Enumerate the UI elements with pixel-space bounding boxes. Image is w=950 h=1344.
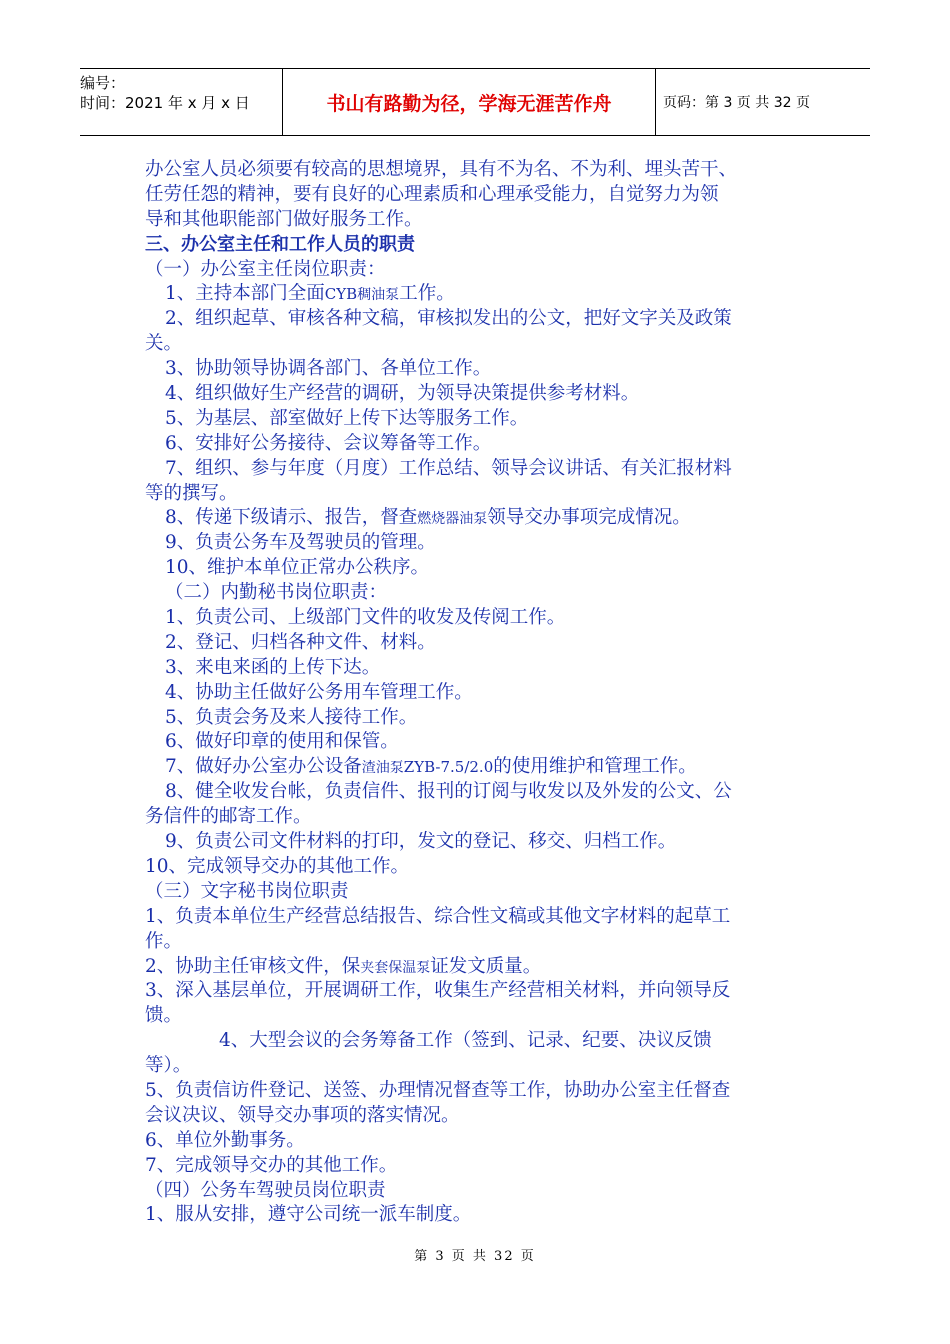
text-run: 6、做好印章的使用和保管。	[165, 731, 399, 753]
text-line	[145, 258, 810, 283]
text-run: 渣油泵	[361, 760, 404, 777]
text-line	[145, 382, 810, 407]
text-line	[145, 681, 810, 706]
text-run: 夹套保温泵	[360, 959, 431, 976]
date-label: 时间：2021 年 x 月 x 日	[80, 94, 250, 112]
text-run: 1、负责公司、上级部门文件的收发及传阅工作。	[165, 607, 566, 629]
text-line	[145, 880, 810, 905]
text-run: 的使用维护和管理工作。	[493, 756, 697, 778]
text-run: 5、负责信访件登记、送签、办理情况督查等工作，协助办公室主任督查	[145, 1079, 731, 1101]
text-run: （四）公务车驾驶员岗位职责	[145, 1179, 386, 1201]
text-run: 3、深入基层单位，开展调研工作，收集生产经营相关材料，并向领导反	[145, 980, 731, 1002]
text-line	[145, 1154, 810, 1179]
text-line	[145, 556, 810, 581]
text-line	[145, 1129, 810, 1154]
text-run: 8、传递下级请示、报告，督查	[165, 507, 418, 529]
text-line	[145, 1004, 810, 1029]
text-run: 10、完成领导交办的其他工作。	[145, 855, 410, 877]
text-run: （三）文字秘书岗位职责	[145, 880, 349, 902]
text-run: 任劳任怨的精神，要有良好的心理素质和心理承受能力，自觉努力为领	[145, 183, 719, 205]
text-run: 关。	[145, 333, 183, 355]
text-run: 稠油泵	[357, 287, 400, 304]
text-run: 导和其他职能部门做好服务工作。	[145, 208, 423, 230]
text-line	[145, 282, 810, 307]
text-run: 6、安排好公务接待、会议筹备等工作。	[165, 432, 492, 454]
text-line	[145, 1104, 810, 1129]
text-run: 1、负责本单位生产经营总结报告、综合性文稿或其他文字材料的起草工	[145, 905, 731, 927]
text-run: 6、单位外勤事务。	[145, 1129, 305, 1151]
text-line	[145, 1203, 810, 1228]
page-footer: 第 3 页 共 32 页	[414, 1249, 536, 1264]
text-line	[145, 158, 810, 183]
text-run: 3、协助领导协调各部门、各单位工作。	[165, 358, 492, 380]
text-line	[145, 407, 810, 432]
text-line	[145, 805, 810, 830]
text-line	[145, 432, 810, 457]
text-line	[145, 1179, 810, 1204]
text-line	[145, 482, 810, 507]
header-meta	[80, 69, 282, 135]
text-run: 4、大型会议的会务筹备工作（签到、记录、纪要、决议反馈	[219, 1030, 712, 1052]
text-line	[145, 332, 810, 357]
text-run: 等的撰写。	[145, 482, 238, 504]
text-line	[145, 730, 810, 755]
text-run: 燃烧器油泵	[417, 511, 488, 528]
text-line	[145, 855, 810, 880]
text-line	[145, 830, 810, 855]
text-line	[145, 955, 810, 980]
text-line	[145, 1079, 810, 1104]
page-header	[80, 68, 870, 136]
text-line	[145, 307, 810, 332]
text-run: 办公室人员必须要有较高的思想境界，具有不为名、不为利、埋头苦干、	[145, 159, 738, 180]
text-run: 10、维护本单位正常办公秩序。	[165, 557, 430, 579]
text-run: 1、服从安排，遵守公司统一派车制度。	[145, 1204, 472, 1226]
text-run: 证发文质量。	[430, 955, 542, 977]
text-run: 领导交办事项完成情况。	[487, 507, 691, 529]
text-line	[145, 755, 810, 780]
text-run: 2、登记、归档各种文件、材料。	[165, 631, 436, 653]
text-run: 7、组织、参与年度（月度）工作总结、领导会议讲话、有关汇报材料	[165, 457, 732, 479]
text-run: 5、负责会务及来人接待工作。	[165, 706, 418, 728]
text-line	[145, 656, 810, 681]
text-run: 7、完成领导交办的其他工作。	[145, 1154, 398, 1176]
text-run: 会议决议、领导交办事项的落实情况。	[145, 1104, 460, 1126]
text-run: 等）。	[145, 1055, 192, 1077]
text-line	[145, 706, 810, 731]
text-run: （二）内勤秘书岗位职责：	[165, 582, 388, 604]
header-motto-cell	[282, 69, 656, 135]
text-run: 馈。	[145, 1005, 183, 1027]
header-page-info: 页码：第 3 页 共 32 页	[663, 95, 810, 111]
text-line	[145, 780, 810, 805]
text-run: ZYB-7.5/2.0	[403, 758, 494, 777]
text-run: 作。	[145, 930, 183, 952]
motto: 书山有路勤为径，学海无涯苦作舟	[326, 92, 612, 115]
text-line	[145, 930, 810, 955]
text-line	[145, 357, 810, 382]
text-line	[145, 606, 810, 631]
text-run: 9、负责公司文件材料的打印，发文的登记、移交、归档工作。	[165, 831, 677, 853]
text-run: 3、来电来函的上传下达。	[165, 656, 381, 678]
text-run: 务信件的邮寄工作。	[145, 806, 312, 828]
text-line	[145, 183, 810, 208]
text-run: 9、负责公务车及驾驶员的管理。	[165, 532, 436, 554]
text-line	[145, 457, 810, 482]
text-line	[145, 1029, 810, 1054]
text-line	[145, 631, 810, 656]
text-line	[145, 531, 810, 556]
text-run: 2、协助主任审核文件，保	[145, 955, 361, 977]
text-run: 5、为基层、部室做好上传下达等服务工作。	[165, 407, 529, 429]
text-line	[145, 208, 810, 233]
text-run: 工作。	[399, 283, 455, 305]
text-run: （一）办公室主任岗位职责：	[145, 258, 386, 280]
text-line	[145, 581, 810, 606]
text-run: 2、组织起草、审核各种文稿，审核拟发出的公文，把好文字关及政策	[165, 308, 732, 330]
text-line	[145, 905, 810, 930]
text-run: 8、健全收发台帐，负责信件、报刊的订阅与收发以及外发的公文、公	[165, 781, 732, 803]
text-run: 4、协助主任做好公务用车管理工作。	[165, 681, 473, 703]
text-line	[145, 1054, 810, 1079]
text-run: 1、主持本部门全面	[165, 283, 325, 305]
text-run: 三、办公室主任和工作人员的职责	[145, 233, 415, 255]
text-run: 4、组织做好生产经营的调研，为领导决策提供参考材料。	[165, 383, 640, 405]
text-run: 7、做好办公室办公设备	[165, 756, 362, 778]
text-run: CYB	[324, 285, 358, 304]
text-line	[145, 979, 810, 1004]
section-heading	[145, 233, 810, 258]
number-label: 编号：	[80, 74, 126, 92]
text-line	[145, 506, 810, 531]
body-text	[145, 158, 810, 1228]
